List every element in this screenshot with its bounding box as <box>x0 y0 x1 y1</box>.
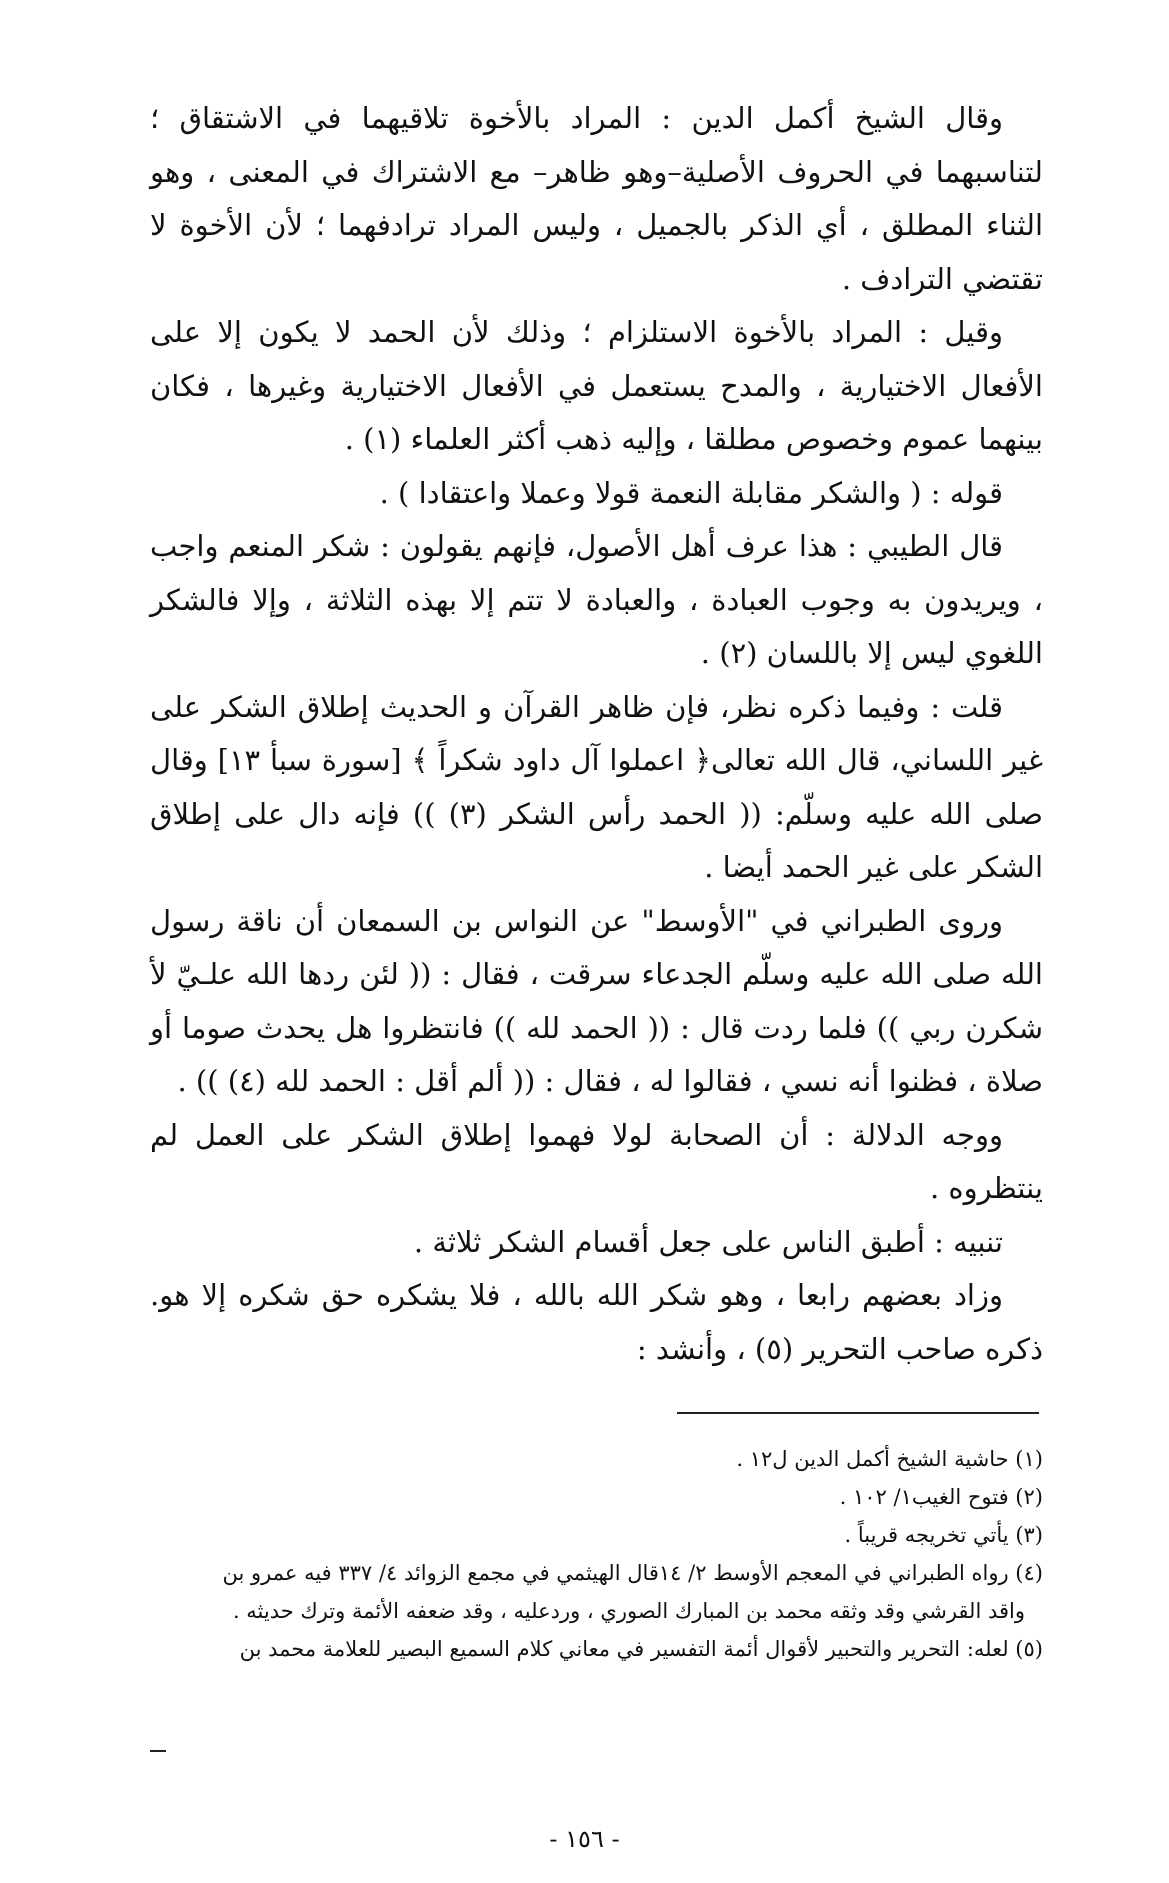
footnote-1: (١) حاشية الشيخ أكمل الدين ل١٢ . <box>736 1447 1043 1471</box>
paragraph-7: ووجه الدلالة : أن الصحابة لولا فهموا إطلاق الشكر على العمل لم ينتظروه . <box>150 1117 1043 1205</box>
footnote-4-continuation: واقد القرشي وقد وثقه محمد بن المبارك الصوري ، وردعليه ، وقد ضعفه الأئمة وترك حديثه . <box>232 1599 1025 1623</box>
continuation-mark <box>150 1750 166 1752</box>
main-text <box>150 92 1043 1376</box>
footnote-3: (٣) يأتي تخريجه قريباً . <box>844 1523 1043 1547</box>
paragraph-5: قلت : وفيما ذكره نظر، فإن ظاهر القرآن و الحديث إطلاق الشكر على غير اللساني، قال الله تعالى﴿ اعملوا آل داود شكراً ﴾ [سورة سبأ ١٣] وقال صلى الله عليه وسلّم: (( الحمد رأس الشكر (٣) )) فإنه دال على إطلاق الشكر على غير الحمد أيضا . <box>150 689 1044 884</box>
page-number: - ١٥٦ - <box>549 1825 620 1853</box>
paragraph-2: وقيل : المراد بالأخوة الاستلزام ؛ وذلك لأن الحمد لا يكون إلا على الأفعال الاختيارية ، والمدح يستعمل في الأفعال الاختيارية وغيرها ، فكان بينهما عموم وخصوص مطلقا ، وإليه ذهب أكثر العلماء (١) . <box>150 315 1043 456</box>
paragraph-8: تنبيه : أطبق الناس على جعل أقسام الشكر ثلاثة . <box>413 1224 1003 1259</box>
footnote-5: (٥) لعله: التحرير والتحبير لأقوال أئمة التفسير في معاني كلام السميع البصير للعلامة محمد بن <box>239 1637 1043 1661</box>
footnote-2: (٢) فتوح الغيب١/ ١٠٢ . <box>839 1485 1043 1509</box>
paragraph-6: وروى الطبراني في "الأوسط" عن النواس بن السمعان أن ناقة رسول الله صلى الله عليه وسلّم الجدعاء سرقت ، فقال : (( لئن ردها الله علـيّ لأ شكرن ربي )) فلما ردت قال : (( الحمد لله )) فانتظروا هل يحدث صوما أو صلاة ، فظنوا أنه نسي ، فقالوا له ، فقال : (( ألم أقل : الحمد لله (٤) )) . <box>150 903 1043 1098</box>
paragraph-9: وزاد بعضهم رابعا ، وهو شكر الله بالله ، فلا يشكره حق شكره إلا هو. ذكره صاحب التحرير (٥) ، وأنشد : <box>150 1278 1043 1366</box>
footnotes <box>150 1440 1043 1668</box>
paragraph-4: قال الطيبي : هذا عرف أهل الأصول، فإنهم يقولون : شكر المنعم واجب ، ويريدون به وجوب العبادة ، والعبادة لا تتم إلا بهذه الثلاثة ، وإلا فالشكر اللغوي ليس إلا باللسان (٢) . <box>150 529 1043 670</box>
paragraph-3: قوله : ( والشكر مقابلة النعمة قولا وعملا واعتقادا ) . <box>379 475 1003 510</box>
footnote-separator <box>677 1412 1039 1414</box>
footnote-4: (٤) رواه الطبراني في المعجم الأوسط ٢/ ١٤قال الهيثمي في مجمع الزوائد ٤/ ٣٣٧ فيه عمرو بن <box>222 1561 1043 1585</box>
paragraph-1: وقال الشيخ أكمل الدين : المراد بالأخوة تلاقيهما في الاشتقاق ؛ لتناسبهما في الحروف الأصلية–وهو ظاهر– مع الاشتراك في المعنى ، وهو الثناء المطلق ، أي الذكر بالجميل ، وليس المراد ترادفهما ؛ لأن الأخوة لا تقتضي الترادف . <box>150 101 1043 296</box>
